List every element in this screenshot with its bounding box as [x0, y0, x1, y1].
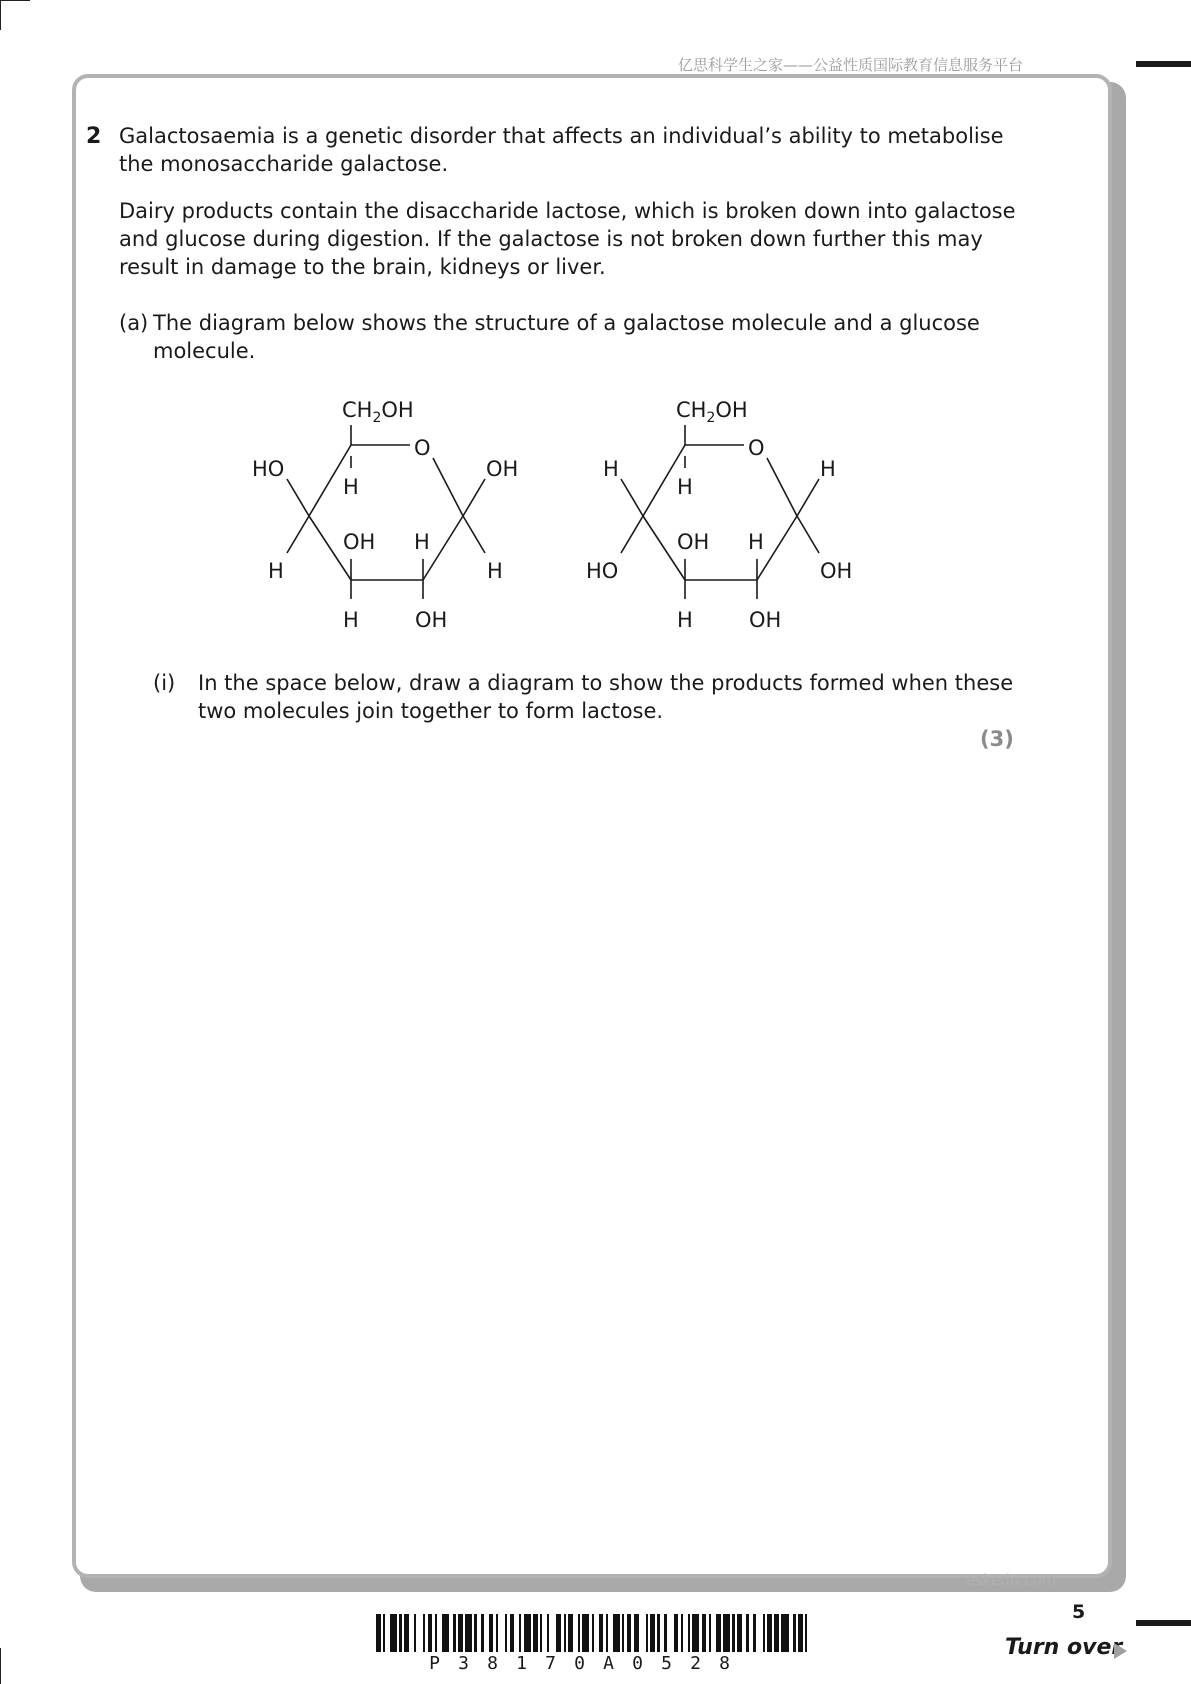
part-a-i-text: In the space below, draw a diagram to show the products formed when these two molecules join together to form lactose. — [198, 671, 1014, 723]
barcode-bar — [549, 1614, 556, 1652]
barcode-text — [420, 1653, 739, 1674]
glucose-ring-oxygen: O — [748, 436, 765, 460]
barcode-bar — [498, 1614, 505, 1652]
galactose-c4-top: HO — [252, 457, 285, 481]
glucose-bond — [797, 516, 819, 553]
turn-over-arrow-icon — [1114, 1643, 1127, 1659]
barcode-bar — [582, 1614, 589, 1652]
barcode-char: 5 — [661, 1653, 672, 1674]
barcode-bar — [781, 1614, 788, 1652]
galactose-structure — [287, 425, 485, 599]
galactose-c2-top: H — [414, 530, 430, 554]
margin-tick — [1136, 1620, 1191, 1626]
barcode-char: 3 — [458, 1653, 469, 1674]
barcode-char: 8 — [487, 1653, 498, 1674]
galactose-labels — [252, 398, 518, 632]
barcode-char: 7 — [545, 1653, 556, 1674]
part-a-i-label: (i) — [153, 671, 176, 695]
question-context: Dairy products contain the disaccharide lactose, which is broken down into galactose and glucose during digestion. If the galactose is not broken down further this may result in damage to the brain, kidneys or liver. — [119, 199, 1016, 279]
galactose-bond — [463, 479, 485, 516]
galactose-bond — [463, 516, 485, 553]
glucose-c2-bottom: OH — [749, 608, 782, 632]
glucose-bond — [767, 458, 797, 516]
question-intro: Galactosaemia is a genetic disorder that affects an individual’s ability to metabolise the monosaccharide galactose. — [119, 124, 1004, 176]
footer-watermark: eskedu.com — [966, 1571, 1057, 1589]
barcode-bar — [416, 1614, 423, 1652]
header-watermark: 亿思科学生之家——公益性质国际教育信息服务平台 — [678, 56, 1024, 74]
barcode-bar — [756, 1614, 763, 1652]
galactose-c1-top: OH — [486, 457, 519, 481]
glucose-ch2oh: CH — [676, 398, 707, 422]
part-a-text: The diagram below shows the structure of a galactose molecule and a glucose molecule. — [153, 311, 980, 363]
galactose-c2-bottom: OH — [415, 608, 448, 632]
galactose-c5-h: H — [343, 475, 359, 499]
glucose-bond — [621, 516, 643, 553]
crop-mark — [0, 1648, 1, 1684]
barcode-bar — [442, 1614, 449, 1652]
barcode-char: 2 — [690, 1653, 701, 1674]
barcode-bar — [692, 1614, 699, 1652]
barcode-char: P — [429, 1653, 440, 1674]
turn-over-label: Turn over — [1005, 1635, 1123, 1660]
galactose-bond — [287, 479, 309, 516]
barcode-bar — [613, 1614, 620, 1652]
galactose-c1-bottom: H — [487, 559, 503, 583]
glucose-c3-top: OH — [677, 530, 710, 554]
glucose-c3-bottom: H — [677, 608, 693, 632]
glucose-c2-top: H — [748, 530, 764, 554]
glucose-labels — [586, 398, 852, 632]
barcode-bar — [465, 1614, 472, 1652]
barcode-char: A — [603, 1653, 614, 1674]
barcode-bar — [524, 1614, 531, 1652]
glucose-c1-top: H — [820, 457, 836, 481]
svg-text:CH2OH: $CH_2OH$ — [676, 398, 748, 426]
glucose-c4-top: H — [603, 457, 619, 481]
glucose-structure — [621, 425, 819, 599]
galactose-ch2oh: CH — [342, 398, 373, 422]
glucose-c5-h: H — [677, 475, 693, 499]
svg-text:CH2OH: $CH_2OH$ — [342, 398, 414, 426]
galactose-ring-oxygen: O — [414, 436, 431, 460]
barcode-bar — [390, 1614, 397, 1652]
page-number: 5 — [1072, 1601, 1086, 1623]
galactose-c3-top: OH — [343, 530, 376, 554]
glucose-bond — [797, 479, 819, 516]
barcode-bar — [807, 1614, 812, 1652]
glucose-bond — [621, 479, 643, 516]
glucose-c1-bottom: OH — [820, 559, 853, 583]
galactose-bond — [433, 458, 463, 516]
barcode-bar — [667, 1614, 674, 1652]
galactose-bond — [287, 516, 309, 553]
question-number: 2 — [86, 124, 102, 149]
barcode-bar — [723, 1614, 730, 1652]
barcode-char: 8 — [719, 1653, 730, 1674]
glucose-c4-bottom: HO — [586, 559, 619, 583]
barcode-bar — [639, 1614, 646, 1652]
barcode-char: 1 — [516, 1653, 527, 1674]
marks-badge: (3) — [980, 727, 1014, 751]
part-a-label: (a) — [119, 311, 149, 335]
barcode — [376, 1614, 812, 1652]
barcode-char: 0 — [632, 1653, 643, 1674]
galactose-c4-bottom: H — [268, 559, 284, 583]
galactose-c3-bottom: H — [343, 608, 359, 632]
molecule-diagram — [0, 0, 1191, 680]
barcode-char: 0 — [574, 1653, 585, 1674]
